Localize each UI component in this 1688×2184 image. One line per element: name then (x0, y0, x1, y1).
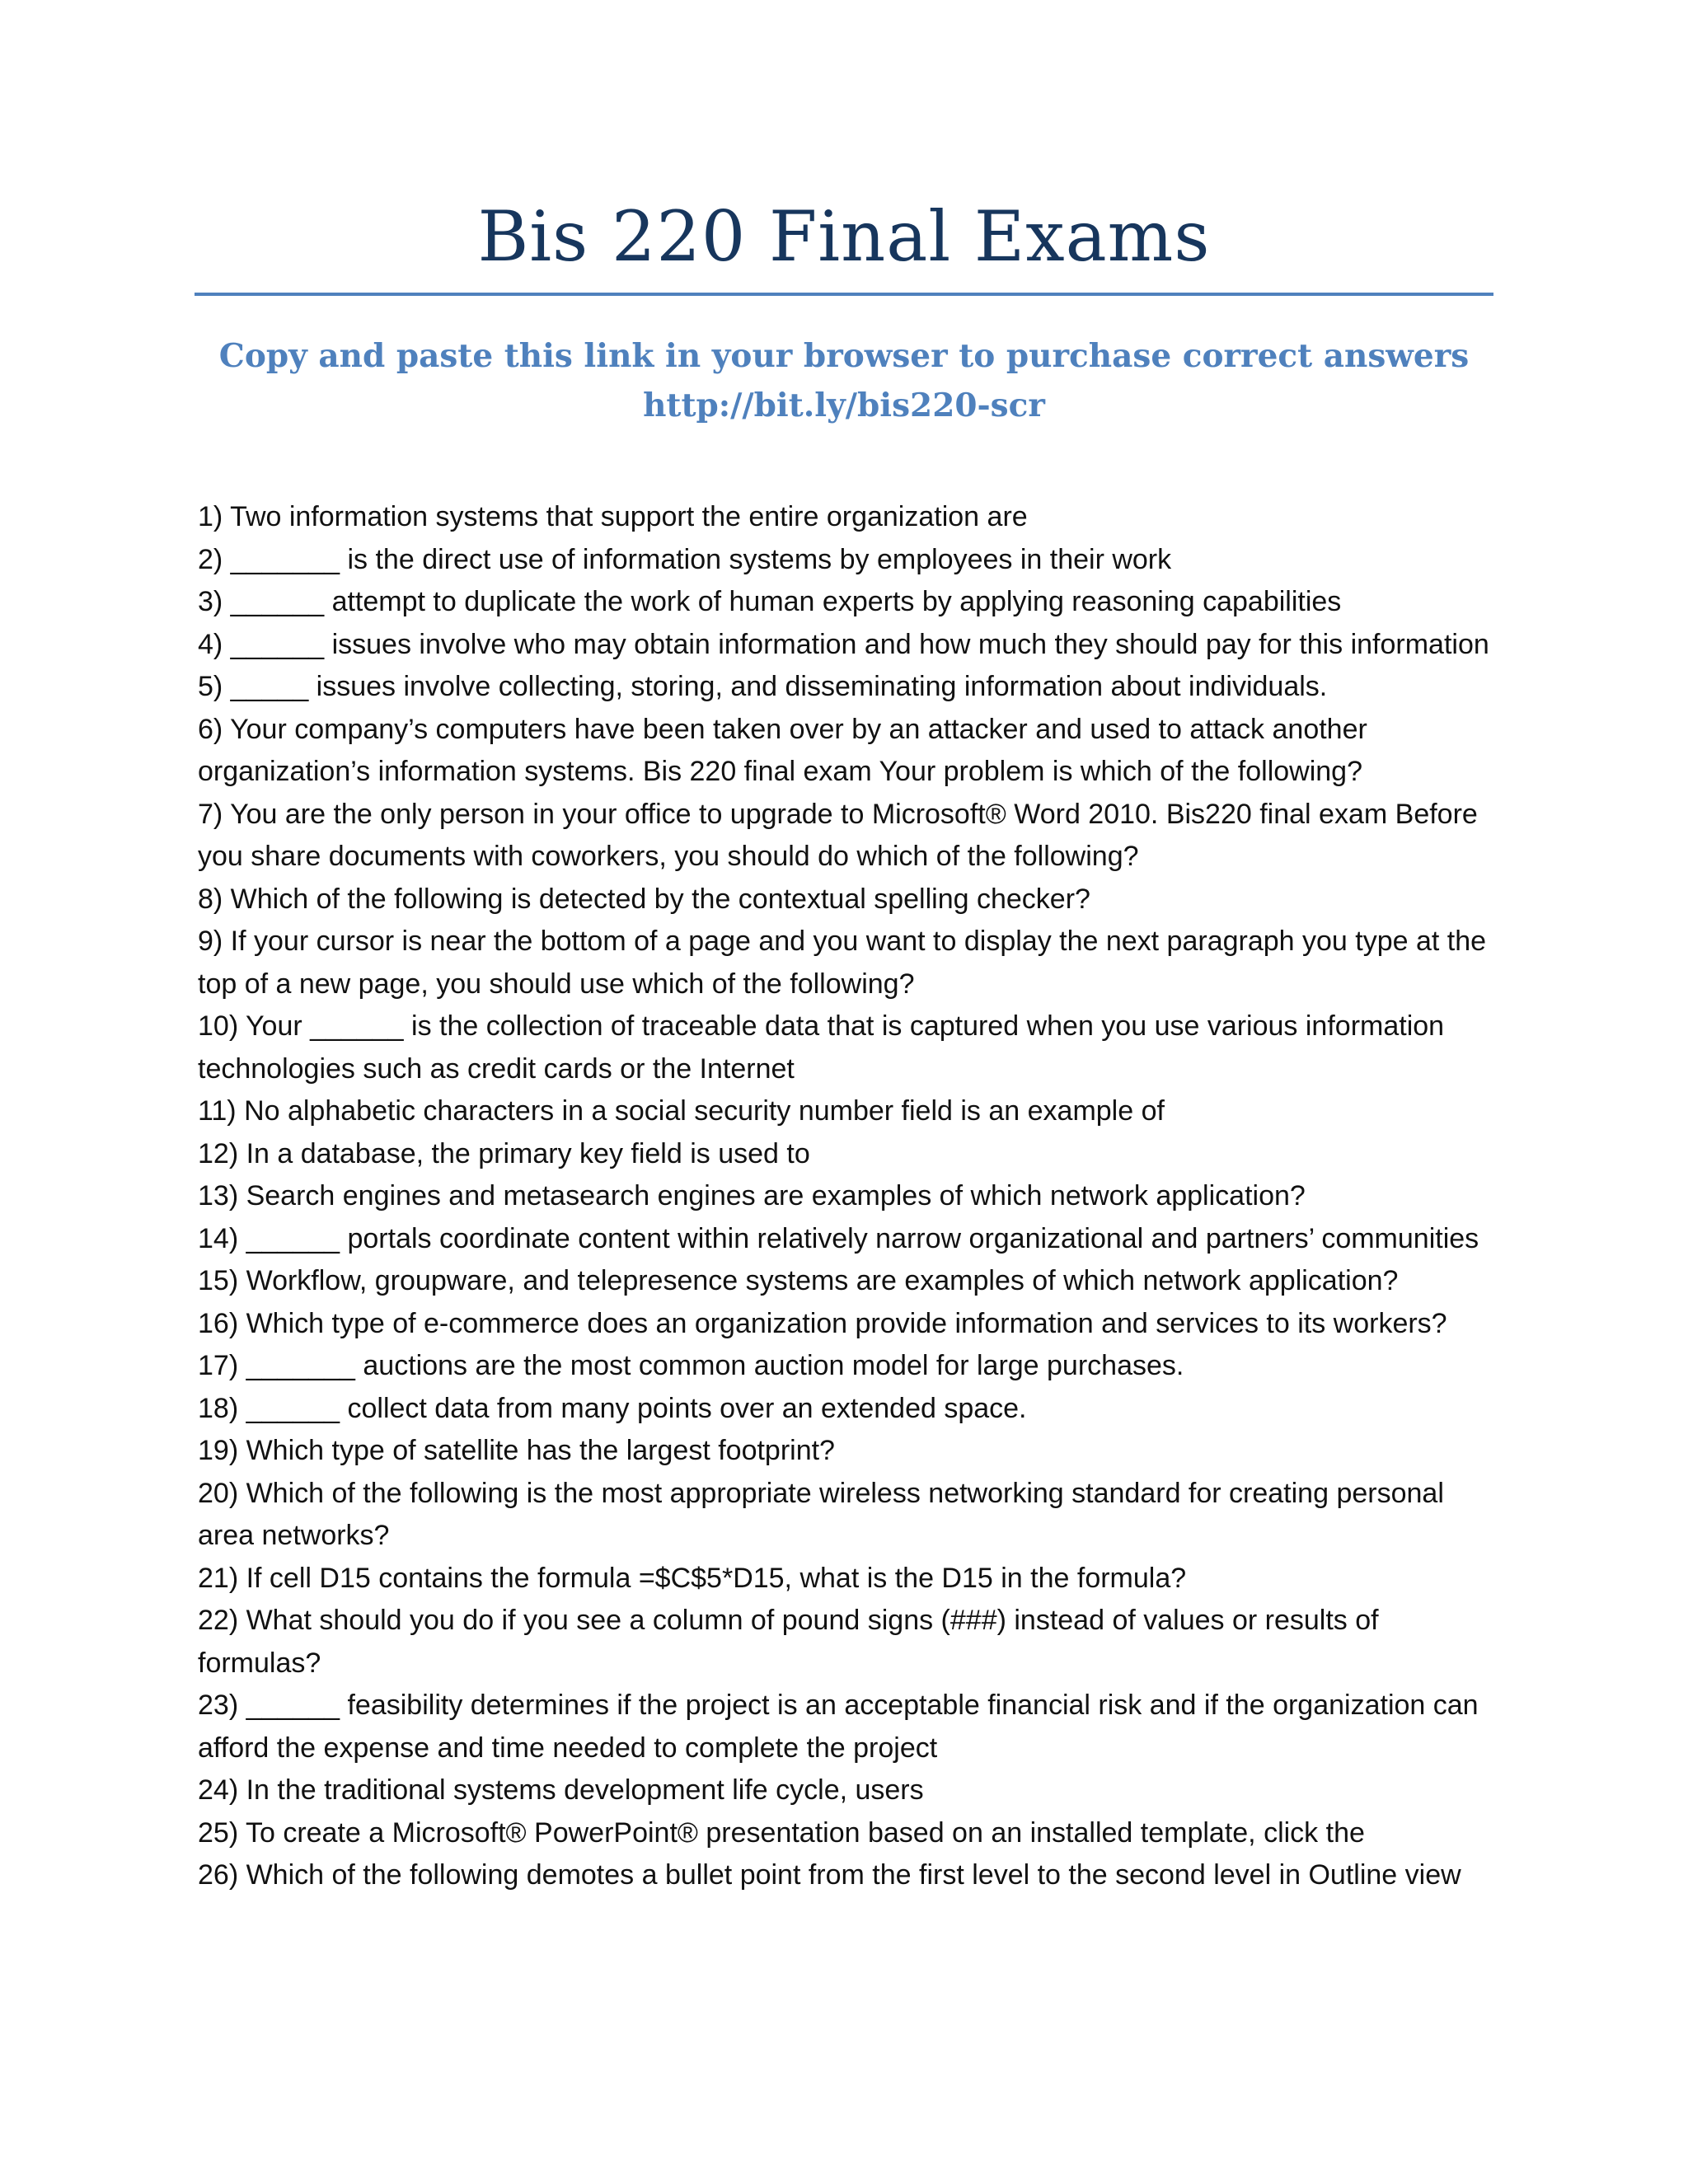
question-item: 6) Your company’s computers have been taken over by an attacker and used to attack another organization’s information systems. Bis 220 final exam Your problem is which of the following? (198, 713, 1367, 787)
question-item: 19) Which type of satellite has the largest footprint? (198, 1435, 835, 1466)
question-item: 21) If cell D15 contains the formula =$C$5*D15, what is the D15 in the formula? (198, 1562, 1187, 1594)
question-item: 26) Which of the following demotes a bullet point from the first level to the second level in Outline view (198, 1859, 1461, 1891)
question-item: 17) _______ auctions are the most common auction model for large purchases. (198, 1350, 1184, 1381)
purchase-link-block (195, 331, 1493, 430)
question-item: 14) ______ portals coordinate content within relatively narrow organizational and partners’ communities (198, 1222, 1479, 1254)
question-item: 9) If your cursor is near the bottom of a page and you want to display the next paragraph you type at the top of a new page, you should use which of the following? (198, 926, 1487, 1000)
title-divider (195, 293, 1493, 296)
question-item: 22) What should you do if you see a column of pound signs (###) instead of values or results of formulas? (198, 1605, 1379, 1679)
question-item: 5) _____ issues involve collecting, storing, and disseminating information about individuals. (198, 671, 1328, 702)
question-item: 11) No alphabetic characters in a social security number field is an example of (198, 1095, 1165, 1127)
question-item: 16) Which type of e-commerce does an organization provide information and services to its workers? (198, 1307, 1447, 1339)
question-list (198, 496, 1500, 1897)
question-item: 25) To create a Microsoft® PowerPoint® presentation based on an installed template, click the (198, 1816, 1365, 1849)
question-item: 24) In the traditional systems development life cycle, users (198, 1774, 924, 1806)
question-item: 15) Workflow, groupware, and telepresence systems are examples of which network application? (198, 1265, 1399, 1296)
question-item: 7) You are the only person in your office to upgrade to Microsoft® Word 2010. Bis220 final exam Before you share documents with coworkers, you should do which of the following? (198, 798, 1478, 872)
question-item: 13) Search engines and metasearch engines are examples of which network application? (198, 1180, 1306, 1212)
question-item: 1) Two information systems that support the entire organization are (198, 501, 1028, 532)
question-item: 8) Which of the following is detected by the contextual spelling checker? (198, 883, 1090, 915)
question-item: 3) ______ attempt to duplicate the work of human experts by applying reasoning capabilities (198, 586, 1342, 617)
question-item: 10) Your ______ is the collection of traceable data that is captured when you use various information technologies such as credit cards or the Internet (198, 1010, 1445, 1085)
link-heading: Copy and paste this link in your browser to purchase correct answers (218, 337, 1470, 375)
document-title: Bis 220 Final Exams (477, 196, 1211, 277)
question-item: 12) In a database, the primary key field is used to (198, 1137, 810, 1169)
question-item: 2) _______ is the direct use of information systems by employees in their work (198, 543, 1172, 575)
question-item: 23) ______ feasibility determines if the project is an acceptable financial risk and if the organization can afford the expense and time needed to complete the project (198, 1690, 1479, 1764)
purchase-link[interactable]: http://bit.ly/bis220-scr (643, 387, 1045, 424)
question-item: 18) ______ collect data from many points over an extended space. (198, 1392, 1027, 1424)
question-item: 4) ______ issues involve who may obtain information and how much they should pay for this information (198, 628, 1489, 660)
question-item: 20) Which of the following is the most appropriate wireless networking standard for creating personal area networks? (198, 1477, 1444, 1551)
